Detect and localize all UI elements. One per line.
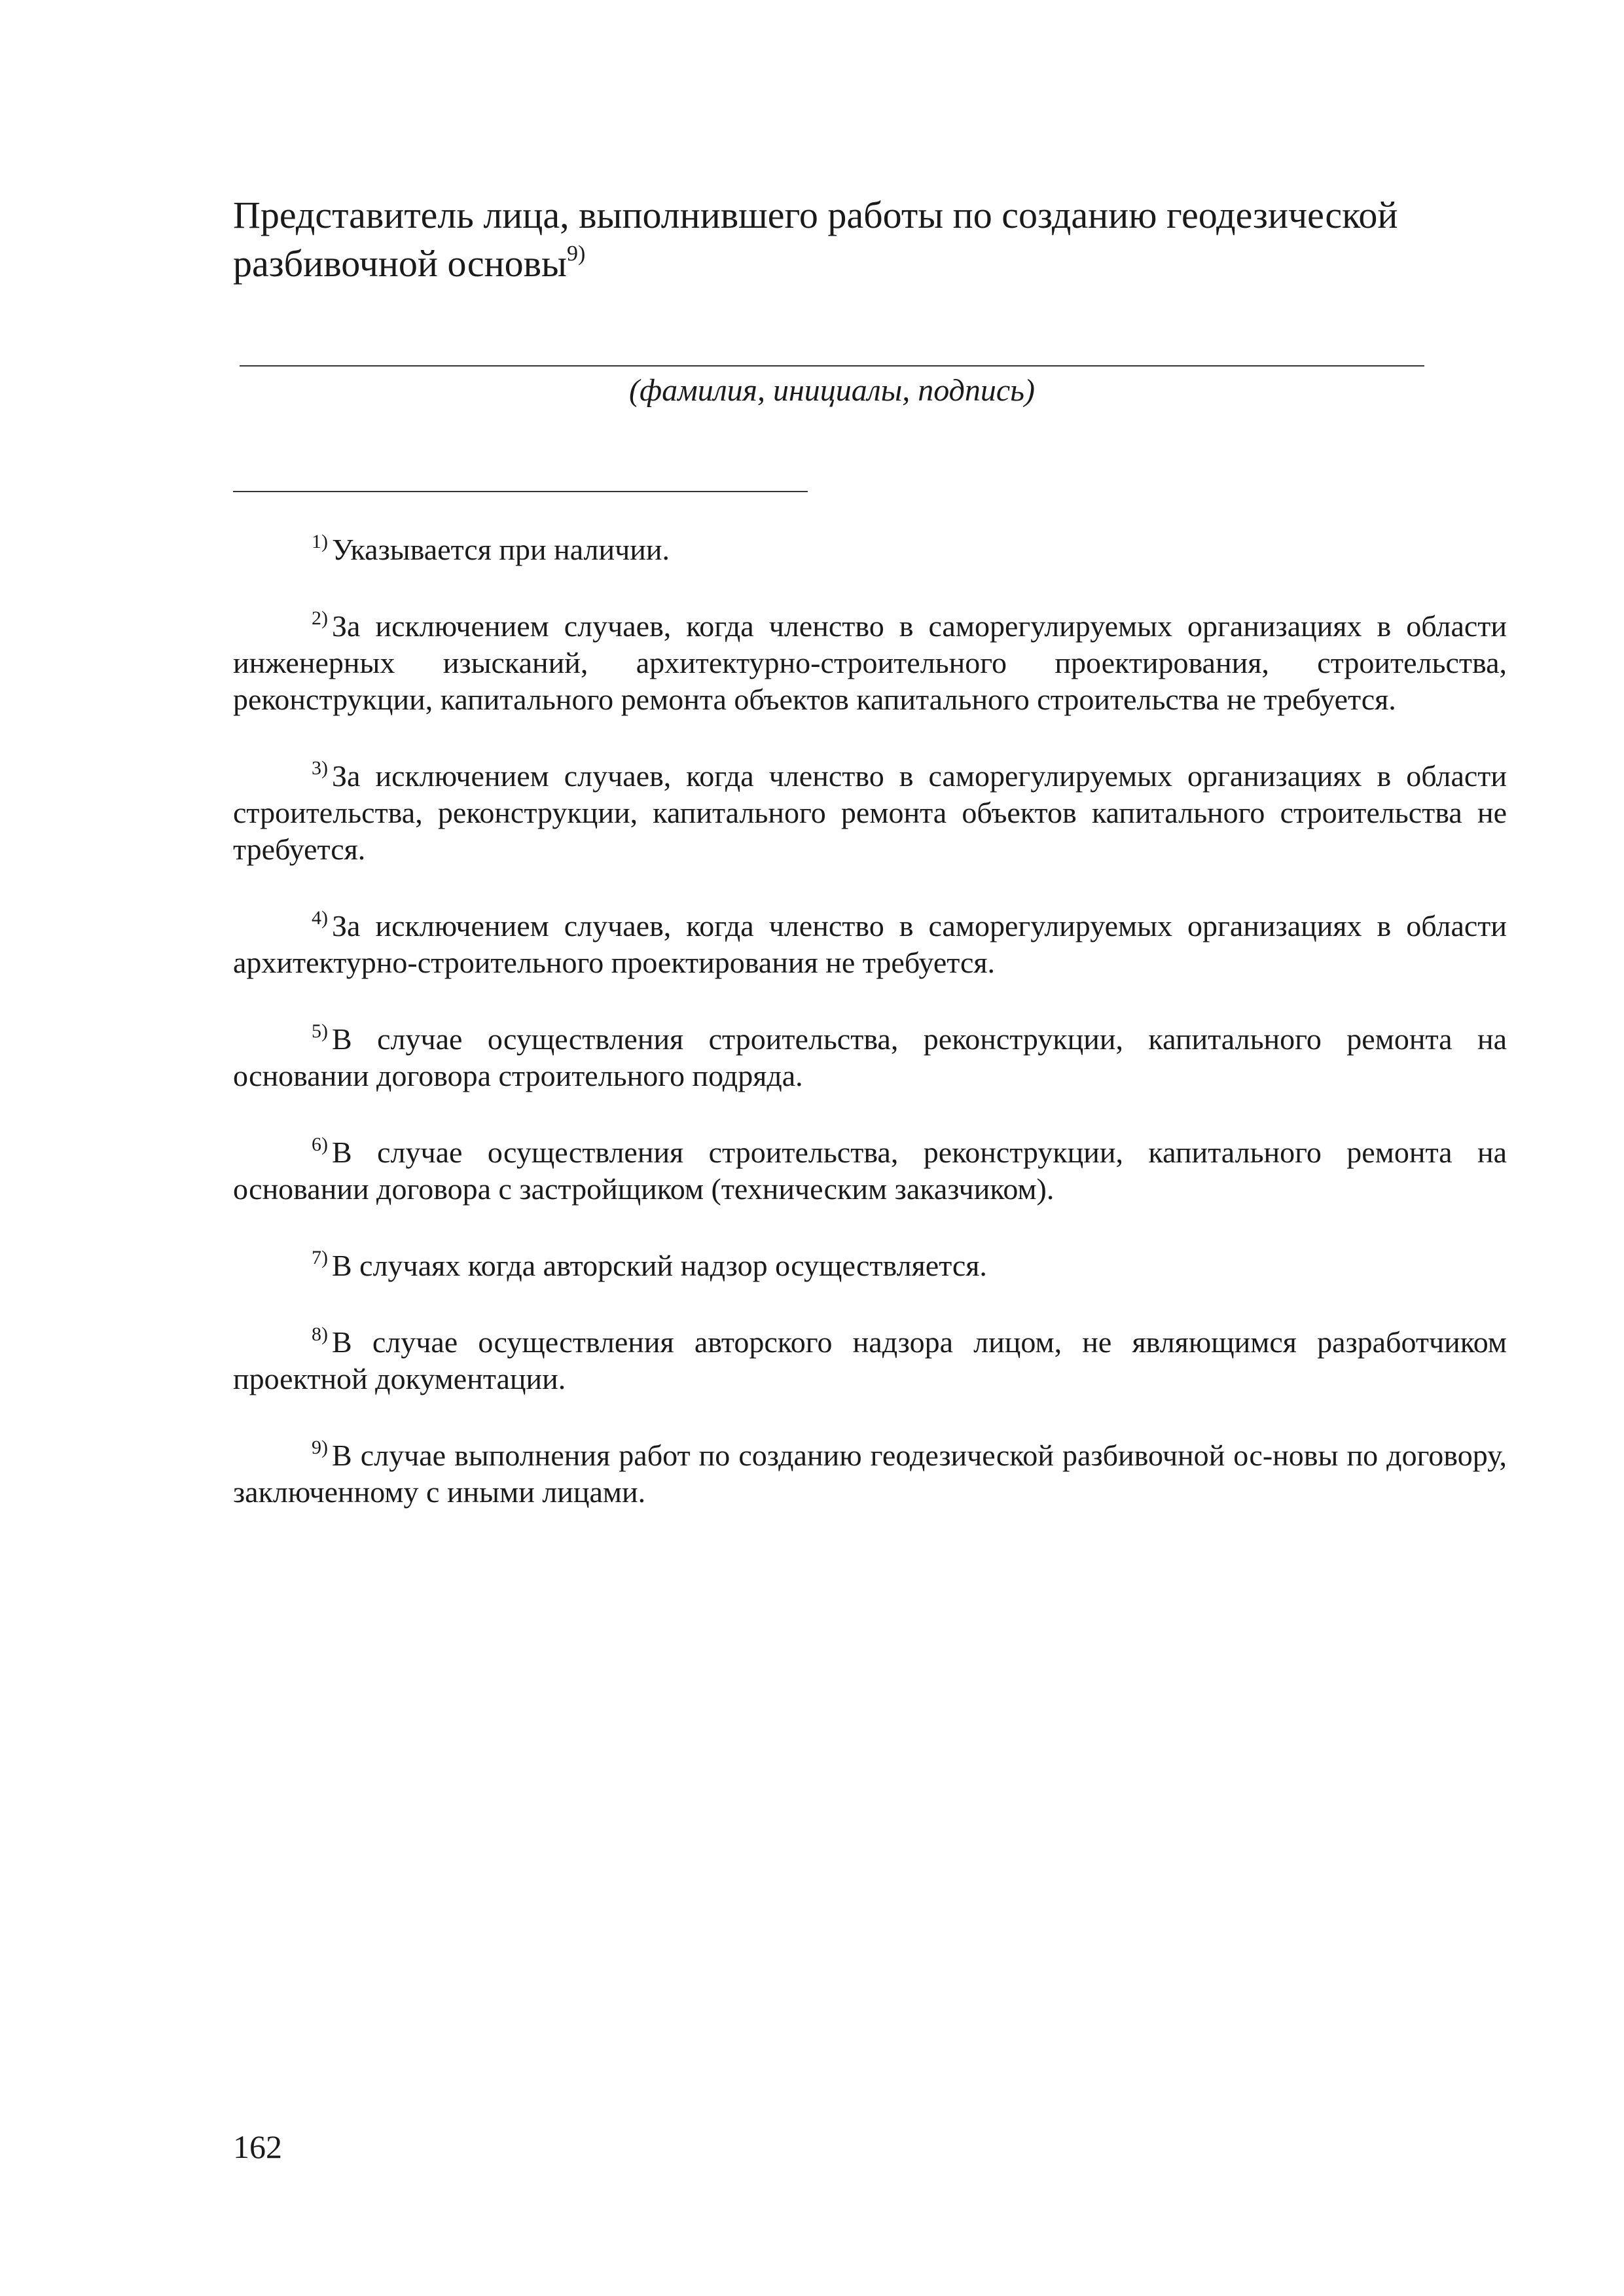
- footnote-mark: 5): [312, 1020, 328, 1042]
- footnote-2: [233, 608, 1507, 718]
- footnote-text: Указывается при наличии.: [332, 533, 670, 566]
- footnote-4: [233, 908, 1507, 981]
- footnote-1: [233, 531, 1507, 568]
- footnote-text: За исключением случаев, когда членство в саморегулируемых организациях в области архитектурно-строительного проектирования не требуется.: [233, 909, 1507, 979]
- footnote-text: В случае осуществления авторского надзора лицом, не являющимся разработчиком проектной документации.: [233, 1325, 1507, 1395]
- footnote-9: [233, 1437, 1507, 1511]
- footnote-5: [233, 1021, 1507, 1094]
- signatory-heading-text: Представитель лица, выполнившего работы по созданию геодезической разбивочной основы: [233, 194, 1398, 285]
- footnote-text: В случае выполнения работ по созданию геодезической разбивочной ос-новы по договору, заключенному с иными лицами.: [233, 1439, 1507, 1509]
- footnote-6: [233, 1134, 1507, 1208]
- footnote-3: [233, 758, 1507, 868]
- signatory-heading: [233, 191, 1496, 288]
- footnote-text: В случае осуществления строительства, реконструкции, капитального ремонта на основании договора с застройщиком (техническим заказчиком).: [233, 1136, 1507, 1206]
- footnotes-list: [233, 531, 1507, 1551]
- signature-caption: (фамилия, инициалы, подпись): [629, 373, 1035, 408]
- footnote-text: В случае осуществления строительства, реконструкции, капитального ремонта на основании договора строительного подряда.: [233, 1022, 1507, 1092]
- signature-line: [240, 365, 1424, 367]
- footnote-text: За исключением случаев, когда членство в саморегулируемых организациях в области строительства, реконструкции, капитального ремонта объектов капитального строительства не требуется.: [233, 759, 1507, 866]
- footnote-mark: 9): [312, 1437, 328, 1458]
- footnote-7: [233, 1247, 1507, 1284]
- footnote-mark: 1): [312, 531, 328, 552]
- signatory-heading-footnote-ref: 9): [567, 242, 586, 266]
- footnote-mark: 6): [312, 1134, 328, 1155]
- footnote-mark: 2): [312, 607, 328, 629]
- footnote-mark: 7): [312, 1247, 328, 1268]
- footnote-mark: 4): [312, 907, 328, 929]
- footnote-text: За исключением случаев, когда членство в саморегулируемых организациях в области инженерных изысканий, архитектурно-строительного проектирования, строительства, реконструкции, капитального ремонта объектов капитального строительства не требуется.: [233, 609, 1507, 716]
- page-number: 162: [233, 2128, 282, 2165]
- footnote-mark: 8): [312, 1323, 328, 1345]
- footnote-separator: [233, 491, 808, 492]
- footnote-8: [233, 1324, 1507, 1397]
- footnote-mark: 3): [312, 757, 328, 779]
- footnote-text: В случаях когда авторский надзор осуществляется.: [332, 1249, 987, 1282]
